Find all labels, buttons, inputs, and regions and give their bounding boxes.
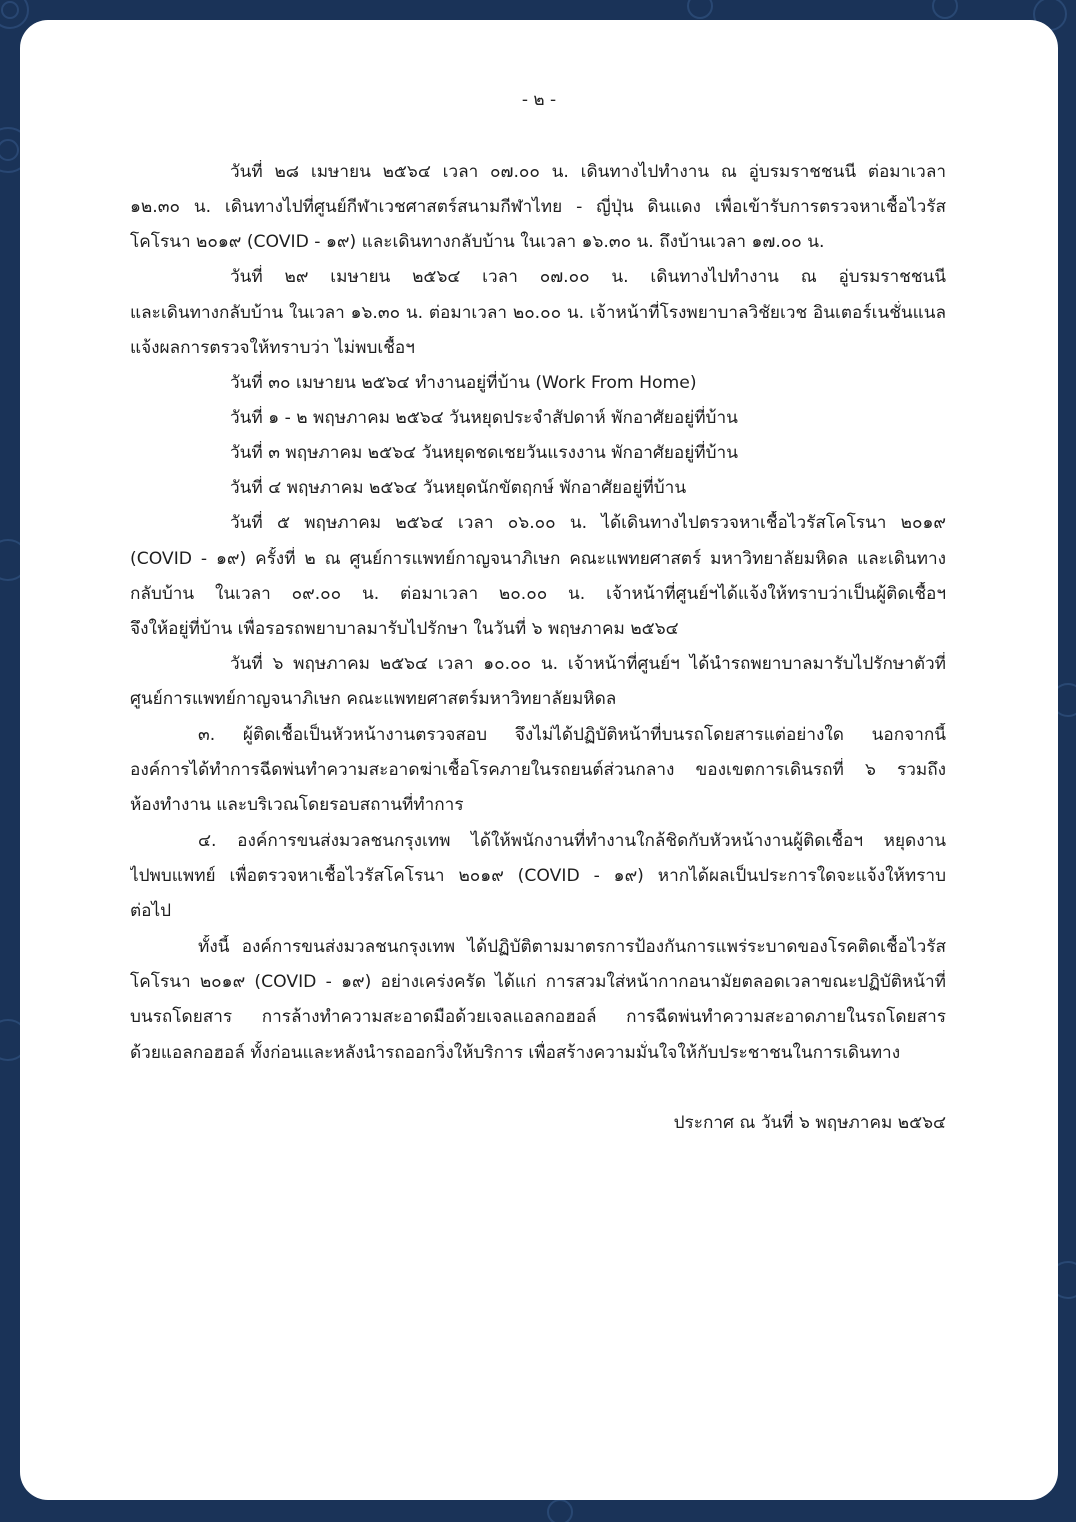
paragraph-9-line-3: ห้องทำงาน และบริเวณโดยรอบสถานที่ทำการ	[130, 795, 464, 815]
paragraph-1-line-2: ๑๒.๓๐ น. เดินทางไปที่ศูนย์กีฬาเวชศาสตร์สนามกีฬาไทย - ญี่ปุ่น ดินแดง เพื่อเข้ารับการตรวจหาเชื้อไวรัส	[130, 197, 946, 217]
paragraph-7-line-2: (COVID - ๑๙) ครั้งที่ ๒ ณ ศูนย์การแพทย์กาญจนาภิเษก คณะแพทยศาสตร์ มหาวิทยาลัยมหิดล และเดินทาง	[130, 549, 946, 569]
paragraph-10-line-2: ไปพบแพทย์ เพื่อตรวจหาเชื้อไวรัสโคโรนา ๒๐๑๙ (COVID - ๑๙) หากได้ผลเป็นประการใดจะแจ้งให้ทราบ	[130, 866, 946, 886]
paragraph-4-line-1: วันที่ ๑ - ๒ พฤษภาคม ๒๕๖๔ วันหยุดประจำสัปดาห์ พักอาศัยอยู่ที่บ้าน	[230, 408, 738, 428]
paragraph-10-line-3: ต่อไป	[130, 901, 172, 921]
paragraph-11-line-3: บนรถโดยสาร การล้างทำความสะอาดมือด้วยเจลแอลกอฮอล์ การฉีดพ่นทำความสะอาดภายในรถโดยสาร	[130, 1007, 946, 1027]
paragraph-6-line-1: วันที่ ๔ พฤษภาคม ๒๕๖๔ วันหยุดนักขัตฤกษ์ พักอาศัยอยู่ที่บ้าน	[230, 478, 687, 498]
paragraph-2-line-2: และเดินทางกลับบ้าน ในเวลา ๑๖.๓๐ น. ต่อมาเวลา ๒๐.๐๐ น. เจ้าหน้าที่โรงพยาบาลวิชัยเวช อินเตอร์เนชั่นแนล	[130, 303, 946, 323]
paragraph-9-line-2: องค์การได้ทำการฉีดพ่นทำความสะอาดฆ่าเชื้อโรคภายในรถยนต์ส่วนกลาง ของเขตการเดินรถที่ ๖ รวมถึง	[130, 760, 946, 780]
paragraph-1-line-1: วันที่ ๒๘ เมษายน ๒๕๖๔ เวลา ๐๗.๐๐ น. เดินทางไปทำงาน ณ อู่บรมราชชนนี ต่อมาเวลา	[230, 162, 946, 182]
page-number: - ๒ -	[521, 90, 557, 110]
paragraph-2-line-3: แจ้งผลการตรวจให้ทราบว่า ไม่พบเชื้อฯ	[130, 338, 415, 358]
paragraph-9-line-1: ๓. ผู้ติดเชื้อเป็นหัวหน้างานตรวจสอบ จึงไม่ได้ปฏิบัติหน้าที่บนรถโดยสารแต่อย่างใด นอกจากนี้	[198, 725, 946, 745]
paragraph-2-line-1: วันที่ ๒๙ เมษายน ๒๕๖๔ เวลา ๐๗.๐๐ น. เดินทางไปทำงาน ณ อู่บรมราชชนนี	[230, 267, 946, 287]
paragraph-5-line-1: วันที่ ๓ พฤษภาคม ๒๕๖๔ วันหยุดชดเชยวันแรงงาน พักอาศัยอยู่ที่บ้าน	[230, 443, 738, 463]
paragraph-3-line-1: วันที่ ๓๐ เมษายน ๒๕๖๔ ทำงานอยู่ที่บ้าน (Work From Home)	[230, 373, 697, 393]
paragraph-1-line-3: โคโรนา ๒๐๑๙ (COVID - ๑๙) และเดินทางกลับบ้าน ในเวลา ๑๖.๓๐ น. ถึงบ้านเวลา ๑๗.๐๐ น.	[130, 232, 825, 252]
paragraph-11-line-4: ด้วยแอลกอฮอล์ ทั้งก่อนและหลังนำรถออกวิ่งให้บริการ เพื่อสร้างความมั่นใจให้กับประชาชนในการเดินทาง	[130, 1043, 901, 1063]
paragraph-7-line-1: วันที่ ๕ พฤษภาคม ๒๕๖๔ เวลา ๐๖.๐๐ น. ได้เดินทางไปตรวจหาเชื้อไวรัสโคโรนา ๒๐๑๙	[230, 513, 946, 533]
document-page	[20, 20, 1058, 1500]
announcement-date: ประกาศ ณ วันที่ ๖ พฤษภาคม ๒๕๖๔	[673, 1113, 946, 1133]
paragraph-10-line-1: ๔. องค์การขนส่งมวลชนกรุงเทพ ได้ให้พนักงานที่ทำงานใกล้ชิดกับหัวหน้างานผู้ติดเชื้อฯ หยุดงาน	[198, 831, 946, 851]
paragraph-7-line-4: จึงให้อยู่ที่บ้าน เพื่อรอรถพยาบาลมารับไปรักษา ในวันที่ ๖ พฤษภาคม ๒๕๖๔	[130, 619, 679, 639]
paragraph-8-line-2: ศูนย์การแพทย์กาญจนาภิเษก คณะแพทยศาสตร์มหาวิทยาลัยมหิดล	[130, 689, 617, 709]
paragraph-8-line-1: วันที่ ๖ พฤษภาคม ๒๕๖๔ เวลา ๑๐.๐๐ น. เจ้าหน้าที่ศูนย์ฯ ได้นำรถพยาบาลมารับไปรักษาตัวที่	[230, 654, 946, 674]
paragraph-11-line-1: ทั้งนี้ องค์การขนส่งมวลชนกรุงเทพ ได้ปฏิบัติตามมาตรการป้องกันการแพร่ระบาดของโรคติดเชื้อไวรัส	[198, 937, 946, 957]
paragraph-7-line-3: กลับบ้าน ในเวลา ๐๙.๐๐ น. ต่อมาเวลา ๒๐.๐๐ น. เจ้าหน้าที่ศูนย์ฯได้แจ้งให้ทราบว่าเป็นผู้ติดเชื้อฯ	[130, 584, 946, 604]
paragraph-11-line-2: โคโรนา ๒๐๑๙ (COVID - ๑๙) อย่างเคร่งครัด ได้แก่ การสวมใส่หน้ากากอนามัยตลอดเวลาขณะปฏิบัติหน้าที่	[130, 972, 946, 992]
